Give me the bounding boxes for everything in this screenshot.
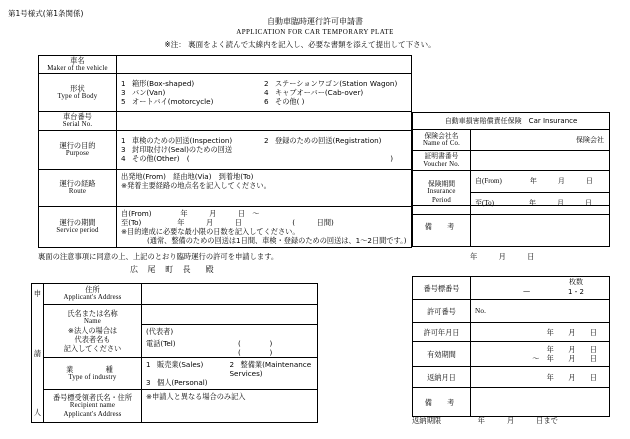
purpose-option-2[interactable] (264, 136, 407, 145)
industry-option-row-1 (146, 360, 313, 378)
label-insurance-period-en2: Period (432, 196, 451, 204)
vertical-label-1: 申 (33, 289, 42, 298)
table-row-applicant-name (32, 305, 318, 358)
field-applicant-name-value[interactable] (142, 305, 317, 325)
table-row-permit-remarks (413, 388, 610, 417)
applicant-information-table (31, 283, 318, 423)
label-applicant-address (44, 284, 142, 305)
option-label: 登録のための回送(Registration) (275, 136, 382, 146)
label-serial-en: Serial No. (62, 121, 93, 129)
label-route (39, 169, 117, 206)
applicant-tel-value-2[interactable]: ( ) (238, 348, 273, 357)
service-period-from[interactable]: 自(From) 年 月 日 ～ (121, 208, 260, 218)
label-insurance-remarks: 備 考 (413, 206, 471, 247)
form-instruction-note: ※注： 裏面をよく読んで太線内を記入し、必要な書類を添えて提出して下さい。 (164, 40, 436, 49)
table-row-body-type (39, 74, 412, 112)
label-applicant-tel: 電話(Tel) (146, 339, 176, 348)
table-row-insurance-company (413, 130, 610, 151)
label-body-type-jp: 形状 (70, 84, 85, 94)
service-period-note-2: (通常、整備のための回送は1日間、車検・登録のための回送は、1～2日間です。) (147, 235, 407, 245)
option-number: 5 (121, 97, 126, 107)
form-code: 第1号様式(第1条関係) (8, 9, 84, 18)
label-insurance-period-en1: Insurance (427, 188, 456, 196)
table-row-serial (39, 112, 412, 130)
label-maker-jp: 車名 (70, 56, 85, 65)
label-service-period-jp: 運行の期間 (59, 218, 96, 228)
option-label: 箱形(Box-shaped) (132, 79, 195, 89)
body-type-option-row-2 (121, 88, 407, 97)
option-label: ステーションワゴン(Station Wagon) (275, 79, 398, 89)
option-number: 1 (146, 360, 151, 369)
table-row-plate-number (413, 277, 610, 300)
field-insurance-voucher-value[interactable] (471, 151, 610, 171)
body-type-option-4[interactable] (264, 88, 407, 97)
label-body-type-en: Type of Body (57, 93, 98, 101)
field-purpose-options[interactable] (117, 130, 412, 169)
table-row-industry (32, 358, 318, 390)
vehicle-information-table (38, 55, 412, 248)
label-insurance-period-jp: 保険期間 (427, 179, 456, 188)
label-route-en: Route (68, 188, 87, 196)
label-applicant-name-jp: 氏名または名称 (67, 308, 118, 318)
body-type-option-row-3 (121, 97, 407, 106)
option-number: 3 (121, 145, 126, 155)
service-period-to[interactable]: 至(To) 年 月 日 ( 日間) (121, 217, 334, 227)
value-plate-count[interactable]: 1・2 (568, 288, 584, 296)
valid-period-line-2[interactable]: ～ 年 月 日 (532, 354, 597, 363)
insurance-remarks-table (412, 205, 610, 247)
table-row-permit-number (413, 300, 610, 323)
option-number: 1 (121, 136, 126, 146)
label-permit-number: 許可番号 (413, 300, 471, 323)
addressee-mayor: 広 尾 町 長 殿 (130, 265, 218, 274)
option-label: オートバイ(motorcycle) (132, 97, 214, 107)
field-return-date[interactable]: 年 月 日 (471, 367, 610, 388)
option-number: 4 (264, 88, 269, 98)
valid-period-line-1[interactable]: 年 月 日 (546, 345, 597, 354)
option-label: 販売業(Sales) (157, 360, 204, 369)
table-row-recipient (32, 390, 318, 423)
label-service-period (39, 206, 117, 247)
label-plate-count: 枚数 (569, 278, 583, 286)
label-recipient-en1: Recipient name (69, 402, 116, 410)
field-service-period[interactable] (117, 206, 412, 247)
field-route[interactable] (117, 169, 412, 206)
field-body-type-options[interactable] (117, 74, 412, 112)
label-recipient-en2: Applicant's Address (63, 410, 122, 418)
option-number: 3 (121, 88, 126, 98)
label-applicant-address-en: Applicant's Address (63, 294, 122, 302)
table-row-permit-date (413, 323, 610, 342)
option-number: 2 (264, 136, 269, 146)
body-type-option-6[interactable] (264, 97, 407, 106)
table-row-insurance-period-from (413, 171, 610, 193)
purpose-option-3[interactable] (121, 145, 407, 154)
table-row-maker (39, 56, 412, 74)
label-recipient (44, 390, 142, 423)
field-insurance-period-to[interactable]: 至(To) 年 月 日 (471, 193, 610, 215)
table-row-purpose (39, 130, 412, 169)
field-permit-date[interactable]: 年 月 日 (471, 323, 610, 342)
field-maker-value[interactable] (117, 56, 412, 74)
option-label: その他( ) (275, 97, 305, 107)
option-label: その他(Other) ( (132, 154, 190, 164)
label-body-type (39, 74, 117, 112)
label-applicant-name-en: Name (83, 317, 102, 325)
label-purpose (39, 130, 117, 169)
label-service-period-en: Service period (56, 227, 99, 235)
purpose-option-row-3 (121, 154, 407, 163)
label-insurance-voucher-jp: 証明書番号 (424, 152, 459, 161)
purpose-option-1[interactable] (121, 136, 264, 145)
option-number: 3 (146, 378, 151, 387)
label-purpose-jp: 運行の目的 (59, 141, 96, 151)
option-number: 2 (264, 79, 269, 89)
label-maker (39, 56, 117, 74)
body-type-option-5[interactable] (121, 97, 264, 106)
field-applicant-address-value[interactable] (142, 284, 318, 305)
table-row-return-date (413, 367, 610, 388)
option-number: 1 (121, 79, 126, 89)
table-row-insurance-voucher (413, 151, 610, 171)
label-return-date: 返納月日 (413, 367, 471, 388)
label-applicant-name (44, 305, 142, 358)
label-valid-period: 有効期間 (413, 342, 471, 367)
field-applicant-tel-row-1[interactable] (142, 339, 317, 348)
insurance-table-title: 自動車損害賠償責任保険 Car Insurance (413, 113, 610, 130)
option-label: 個人(Personal) (157, 378, 208, 387)
label-insurance-company-en: Name of Co. (422, 140, 461, 147)
applicant-name-note-1: ※法人の場合は (67, 326, 118, 336)
field-serial-value[interactable] (117, 112, 412, 130)
option-label: 車検のための回送(Inspection) (132, 136, 233, 146)
field-recipient[interactable] (142, 390, 318, 423)
permit-issuance-table (412, 276, 610, 417)
field-industry-options[interactable] (142, 358, 318, 390)
applicant-tel-value-1[interactable]: ( ) (238, 339, 273, 348)
applicant-name-note-2: 代表者名も (74, 335, 111, 345)
body-type-option-3[interactable] (121, 88, 264, 97)
field-applicant-name-group[interactable] (142, 305, 318, 358)
label-industry-en: Type of industry (68, 373, 117, 381)
field-applicant-tel-row-2[interactable] (142, 348, 317, 357)
label-serial (39, 112, 117, 130)
service-period-note-1: ※目的達成に必要な最小限の日数を記入してください。 (121, 226, 300, 236)
route-line-2: ※発着主要経路の地点名を記入してください。 (121, 180, 271, 190)
label-insurance-voucher-en: Voucher No. (423, 160, 460, 168)
label-insurance-company (413, 130, 471, 151)
label-purpose-en: Purpose (65, 150, 90, 158)
field-applicant-representative[interactable]: (代表者) (146, 327, 174, 336)
label-serial-jp: 車台番号 (63, 112, 92, 122)
label-permit-date: 許可年月日 (413, 323, 471, 342)
field-valid-period[interactable] (471, 342, 610, 367)
consent-statement: 裏面の注意事項に同意の上、上記のとおり臨時運行の許可を申請します。 (38, 252, 279, 261)
purpose-option-4-close: ) (390, 154, 393, 164)
option-label: 封印取付け(Seal)のための回送 (132, 145, 233, 155)
label-recipient-jp: 番号標受領者氏名・住所 (52, 393, 133, 403)
table-row-valid-period (413, 342, 610, 367)
label-industry (44, 358, 142, 390)
body-type-option-1[interactable] (121, 79, 264, 88)
label-plate-number: 番号標番号 (413, 277, 471, 300)
application-date-line[interactable]: 年 月 日 (470, 252, 542, 261)
option-label: キャブオーバー(Cab-over) (275, 88, 364, 98)
table-row-insurance-remarks (413, 206, 610, 247)
label-applicant-address-jp: 住所 (85, 285, 100, 295)
label-permit-remarks: 備 考 (413, 388, 471, 417)
table-row-insurance-title (413, 113, 610, 130)
plate-number-dash: — (523, 286, 531, 295)
field-insurance-company-value[interactable]: 保険会社 (471, 130, 610, 151)
return-deadline-line: 返納期限 年 月 日まで (412, 416, 558, 425)
body-type-option-2[interactable] (264, 79, 407, 88)
form-title-english: APPLICATION FOR CAR TEMPORARY PLATE (236, 28, 394, 36)
table-row-applicant-address (32, 284, 318, 305)
option-label: 整備業(Maintenance Services) (229, 360, 312, 378)
vertical-label-3: 人 (33, 408, 42, 417)
industry-option-2[interactable] (230, 360, 314, 378)
car-insurance-table (412, 112, 610, 215)
field-permit-remarks[interactable] (471, 388, 610, 417)
field-insurance-remarks-value[interactable] (471, 206, 610, 247)
vertical-label-2: 請 (33, 348, 42, 358)
table-row-route (39, 169, 412, 206)
recipient-note: ※申請人と異なる場合のみ記入 (146, 392, 246, 401)
field-insurance-period-from[interactable]: 自(From) 年 月 日 (471, 171, 610, 193)
label-insurance-company-jp: 保険会社名 (424, 131, 459, 140)
field-plate-number[interactable] (471, 277, 610, 300)
permit-number-prefix: No. (475, 306, 487, 315)
applicant-name-note-3: 記入してください (63, 344, 122, 354)
option-label: バン(Van) (132, 88, 166, 98)
form-title-japanese: 自動車臨時運行許可申請書 (267, 17, 363, 26)
option-number: 2 (229, 360, 235, 369)
body-type-option-row-1 (121, 79, 407, 88)
applicant-vertical-label (32, 284, 44, 423)
option-number: 4 (121, 154, 126, 164)
table-row-service-period (39, 206, 412, 247)
label-route-jp: 運行の経路 (59, 179, 96, 189)
field-permit-number[interactable] (471, 300, 610, 323)
label-maker-en: Maker of the vehicle (47, 65, 108, 72)
purpose-option-4[interactable] (121, 154, 257, 163)
label-industry-jp: 業 種 (66, 364, 119, 374)
purpose-option-row-1 (121, 136, 407, 145)
industry-option-3[interactable] (146, 378, 313, 387)
route-line-1: 出発地(From) 経由地(Via) 到着地(To) (121, 171, 254, 181)
industry-option-1[interactable] (146, 360, 230, 378)
option-number: 6 (264, 97, 269, 107)
label-insurance-voucher (413, 151, 471, 171)
